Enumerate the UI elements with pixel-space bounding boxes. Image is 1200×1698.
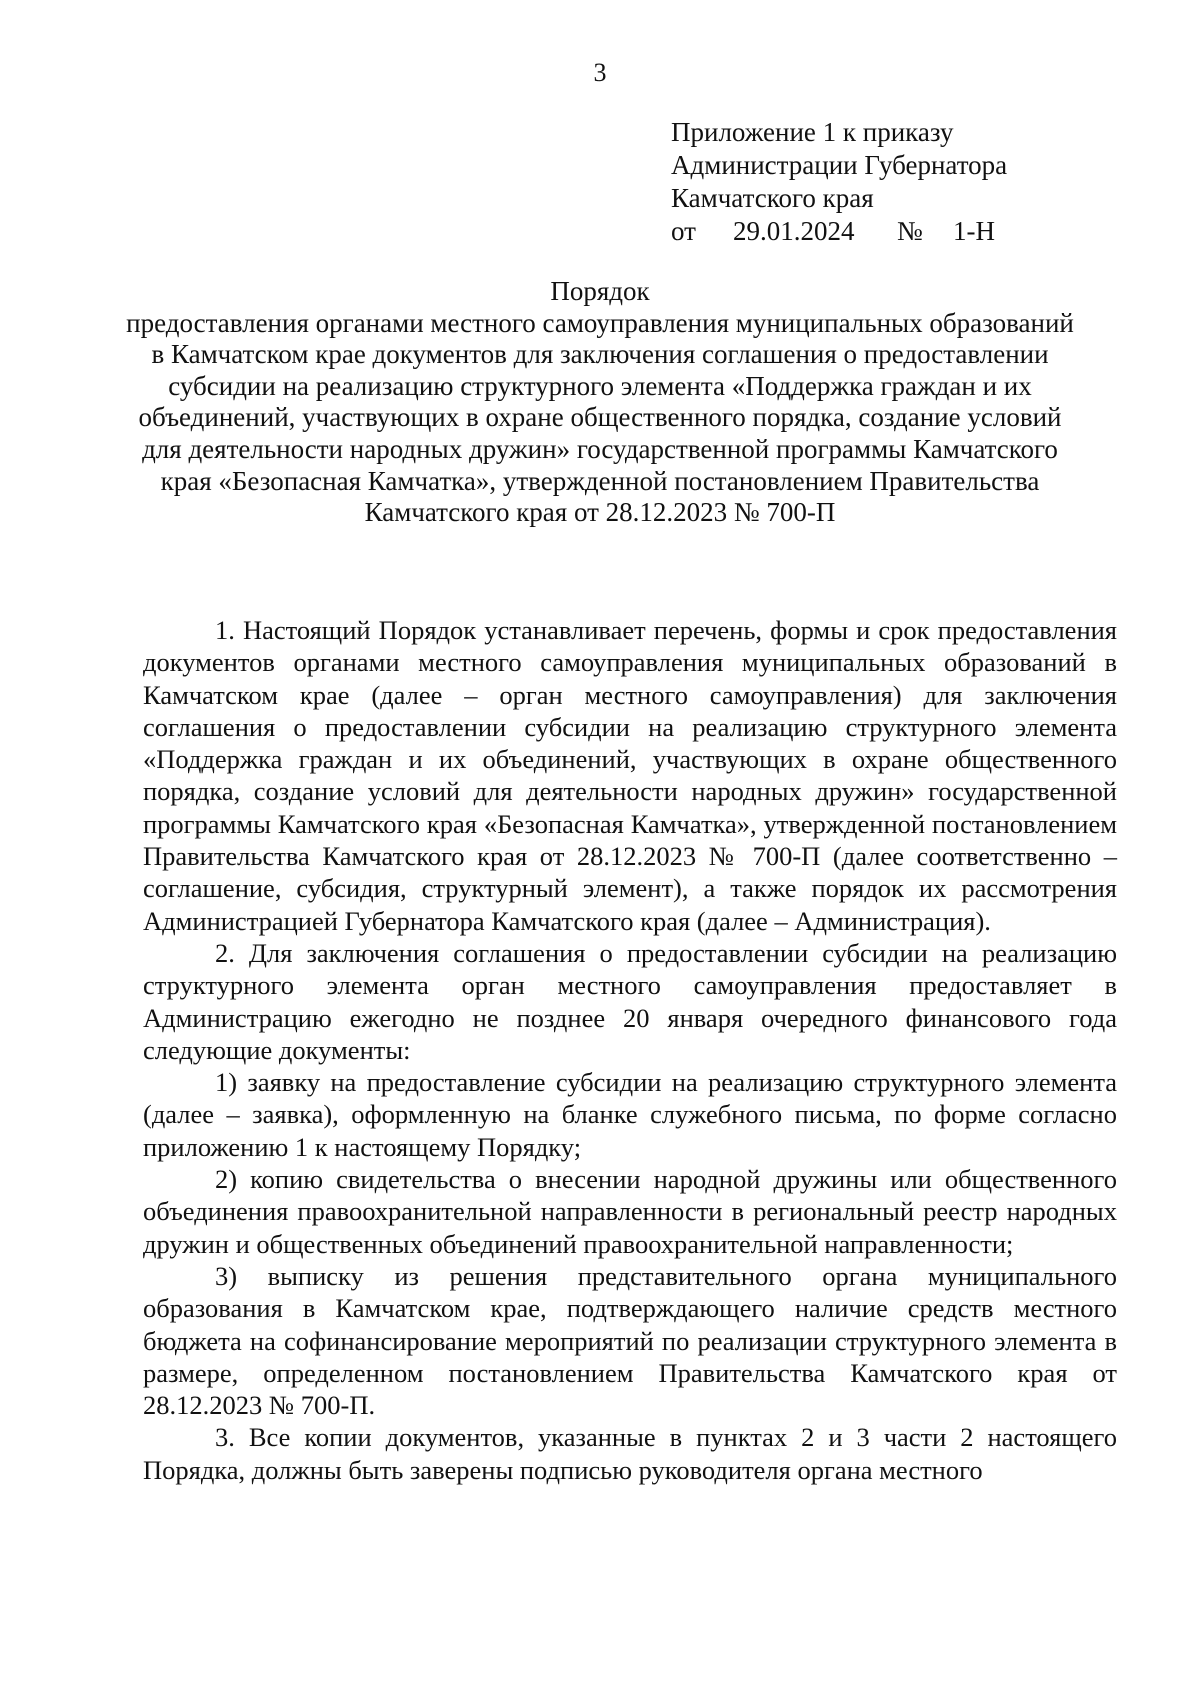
title-heading: Порядок (550, 276, 650, 306)
paragraph-2-item-1: 1) заявку на предоставление субсидии на реализацию структурного элемента (далее – заявка), оформленную на бланке служебного письма, по форме согласно приложению 1 к настоящему Порядку; (143, 1067, 1117, 1162)
appendix-date-row (671, 215, 1091, 248)
order-date: 29.01.2024 (733, 216, 855, 246)
appendix-line-1: Приложение 1 к приказу (671, 117, 954, 147)
paragraph-2-item-3: 3) выписку из решения представительного органа муниципального образования в Камчатском крае, подтверждающего наличие средств местного бюджета на софинансирование мероприятий по реализации структурного элемента в размере, определенном постановлением Правительства Камчатского края от 28.12.2023 № 700-П. (143, 1260, 1117, 1421)
title-subheading: предоставления органами местного самоуправления муниципальных образований в Камчатском крае документов для заключения соглашения о предоставлении субсидии на реализацию структурного элемента «Поддержка граждан и их объединений, участвующих в охране общественного порядка, создание условий для деятельности народных дружин» государственной программы Камчатского края «Безопасная Камчатка», утвержденной постановлением Правительства Камчатского края от 28.12.2023 № 700-П (126, 307, 1074, 528)
page-number: 3 (593, 58, 607, 87)
paragraph-2-item-2: 2) копию свидетельства о внесении народной дружины или общественного объединения правоохранительной направленности в региональный реестр народных дружин и общественных объединений правоохранительной направленности; (143, 1164, 1117, 1259)
order-number: 1-Н (953, 216, 995, 246)
paragraph-3: 3. Все копии документов, указанные в пунктах 2 и 3 части 2 настоящего Порядка, должны быть заверены подписью руководителя органа местного (143, 1422, 1117, 1485)
paragraph-1: 1. Настоящий Порядок устанавливает перечень, формы и срок предоставления документов органами местного самоуправления муниципальных образований в Камчатском крае (далее – орган местного самоуправления) для заключения соглашения о предоставлении субсидии на реализацию структурного элемента «Поддержка граждан и их объединений, участвующих в охране общественного порядка, создание условий для деятельности народных дружин» государственной программы Камчатского края «Безопасная Камчатка», утвержденной постановлением Правительства Камчатского края от 28.12.2023 № 700-П (далее соответственно – соглашение, субсидия, структурный элемент), а также порядок их рассмотрения Администрацией Губернатора Камчатского края (далее – Администрация). (143, 615, 1117, 936)
number-sign: № (897, 216, 923, 246)
appendix-line-3: Камчатского края (671, 183, 874, 213)
paragraph-2: 2. Для заключения соглашения о предоставлении субсидии на реализацию структурного элемента орган местного самоуправления предоставляет в Администрацию ежегодно не позднее 20 января очередного финансового года следующие документы: (143, 937, 1117, 1065)
date-prefix: от (671, 216, 696, 246)
document-body (143, 614, 1117, 1486)
appendix-line-2: Администрации Губернатора (671, 150, 1008, 180)
document-title (120, 276, 1080, 529)
appendix-header (671, 116, 1091, 248)
